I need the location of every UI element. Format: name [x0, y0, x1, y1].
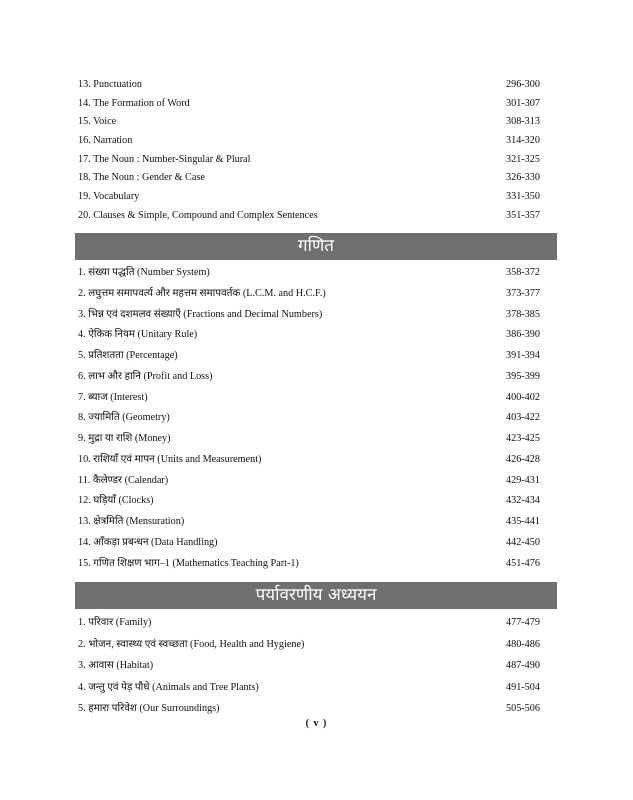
toc-entry-title: 14. आँकड़ा प्रबन्धन (Data Handling): [78, 536, 218, 548]
toc-entry: [78, 554, 558, 575]
toc-entry: [78, 677, 558, 699]
toc-entry-title: 4. ऐकिक नियम (Unitary Rule): [78, 329, 198, 341]
toc-entry: [78, 305, 558, 326]
toc-entry-pages: 395-399: [506, 370, 540, 382]
math-toc-list: [78, 263, 558, 574]
toc-entry: [78, 698, 558, 720]
toc-entry-pages: 326-330: [506, 172, 540, 184]
toc-entry-pages: 480-486: [506, 638, 540, 650]
toc-entry: [78, 284, 558, 305]
toc-entry-title: 7. ब्याज (Interest): [78, 391, 148, 403]
toc-entry-pages: 308-313: [506, 116, 540, 128]
toc-entry-pages: 487-490: [506, 660, 540, 671]
toc-entry-pages: 400-402: [506, 391, 540, 403]
toc-entry: [78, 471, 558, 492]
toc-entry: [78, 429, 558, 450]
toc-entry-title: 13. क्षेत्रमिति (Mensuration): [78, 516, 185, 527]
toc-entry: [78, 408, 558, 429]
toc-entry: [78, 132, 558, 151]
toc-entry-title: 5. प्रतिशतता (Percentage): [78, 350, 178, 361]
toc-entry-title: 9. मुद्रा या राशि (Money): [78, 433, 171, 444]
toc-entry-title: 1. संख्या पद्धति (Number System): [78, 267, 210, 278]
toc-entry-title: 5. हमारा परिवेश (Our Surroundings): [78, 703, 220, 714]
toc-entry-pages: 321-325: [506, 153, 540, 165]
toc-entry-title: 17. The Noun : Number-Singular & Plural: [78, 153, 251, 165]
page-number: ( v ): [305, 718, 328, 729]
math-section-heading: गणित: [75, 233, 557, 260]
toc-entry-title: 14. The Formation of Word: [78, 97, 190, 109]
toc-entry-pages: 403-422: [506, 412, 540, 424]
toc-entry: [78, 95, 558, 114]
toc-entry: [78, 491, 558, 512]
toc-entry: [78, 325, 558, 346]
toc-entry-pages: 429-431: [506, 474, 540, 486]
toc-entry: [78, 612, 558, 634]
toc-entry-pages: 435-441: [506, 516, 540, 527]
toc-entry-title: 4. जन्तु एवं पेड़ पौधे (Animals and Tree Plants): [78, 681, 259, 693]
toc-entry: [78, 388, 558, 409]
toc-entry: [78, 533, 558, 554]
toc-entry-pages: 386-390: [506, 329, 540, 341]
toc-entry-title: 2. लघुत्तम समापवर्त्य और महत्तम समापवर्तक (L.C.M. and H.C.F.): [78, 287, 326, 299]
toc-entry: [78, 207, 558, 226]
toc-entry-pages: 451-476: [506, 557, 540, 569]
toc-entry-title: 11. कैलेण्डर (Calendar): [78, 474, 169, 486]
toc-entry-pages: 477-479: [506, 617, 540, 628]
english-toc-list: [78, 76, 558, 226]
toc-entry: [78, 169, 558, 188]
toc-entry-title: 10. राशियाँ एवं मापन (Units and Measurement): [78, 453, 262, 465]
toc-entry-pages: 314-320: [506, 135, 540, 147]
toc-entry: [78, 367, 558, 388]
env-toc-list: [78, 612, 558, 720]
toc-entry-pages: 331-350: [506, 191, 540, 203]
toc-entry-title: 6. लाभ और हानि (Profit and Loss): [78, 370, 213, 382]
toc-entry-title: 12. घड़ियाँ (Clocks): [78, 495, 154, 507]
toc-entry-title: 3. आवास (Habitat): [78, 660, 154, 671]
toc-entry-pages: 351-357: [506, 209, 540, 221]
toc-entry-pages: 391-394: [506, 350, 540, 361]
toc-entry-title: 1. परिवार (Family): [78, 617, 152, 628]
toc-entry: [78, 655, 558, 677]
toc-entry: [78, 263, 558, 284]
toc-entry: [78, 76, 558, 95]
toc-entry-pages: 358-372: [506, 267, 540, 278]
toc-entry-title: 2. भोजन, स्वास्थ्य एवं स्वच्छता (Food, Health and Hygiene): [78, 638, 305, 650]
toc-entry-pages: 373-377: [506, 287, 540, 299]
toc-entry-title: 20. Clauses & Simple, Compound and Complex Sentences: [78, 209, 318, 221]
toc-entry-title: 8. ज्यामिति (Geometry): [78, 412, 170, 424]
toc-entry-pages: 296-300: [506, 79, 540, 90]
toc-entry-pages: 432-434: [506, 495, 540, 507]
toc-entry-pages: 378-385: [506, 308, 540, 320]
toc-entry: [78, 151, 558, 170]
toc-entry-pages: 423-425: [506, 433, 540, 444]
toc-entry-title: 15. गणित शिक्षण भाग–1 (Mathematics Teaching Part-1): [78, 557, 299, 569]
env-section-heading: पर्यावरणीय अध्ययन: [75, 582, 557, 609]
toc-entry: [78, 113, 558, 132]
toc-entry-title: 18. The Noun : Gender & Case: [78, 172, 205, 184]
toc-entry: [78, 188, 558, 207]
toc-entry-title: 15. Voice: [78, 116, 117, 128]
toc-entry-pages: 505-506: [506, 703, 540, 714]
toc-entry-pages: 442-450: [506, 536, 540, 548]
toc-entry-title: 16. Narration: [78, 135, 133, 147]
toc-entry-title: 13. Punctuation: [78, 79, 142, 90]
toc-entry-pages: 301-307: [506, 97, 540, 109]
toc-entry-pages: 426-428: [506, 453, 540, 465]
toc-entry-pages: 491-504: [506, 681, 540, 693]
toc-entry: [78, 634, 558, 656]
toc-entry-title: 19. Vocabulary: [78, 191, 140, 203]
toc-entry: [78, 450, 558, 471]
toc-entry-title: 3. भिन्न एवं दशमलव संख्याएँ (Fractions and Decimal Numbers): [78, 308, 323, 320]
toc-entry: [78, 346, 558, 367]
toc-entry: [78, 512, 558, 533]
